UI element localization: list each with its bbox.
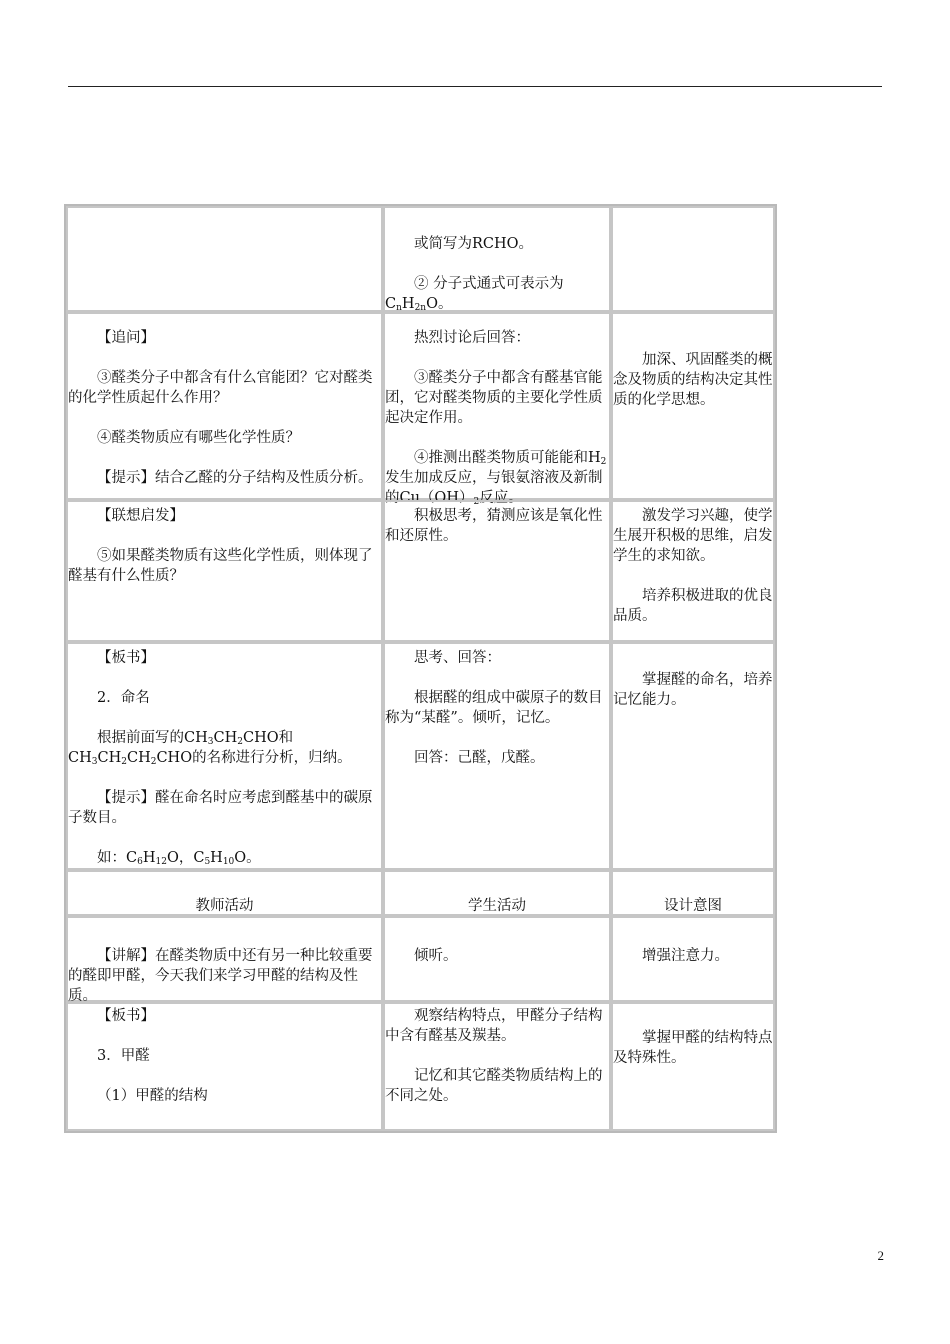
cell-student-row-4 <box>383 642 611 870</box>
cell-paragraph: 根据前面写的$CH_3CH_2CHO$和$CH_3CH_2CH_2CHO$的名称进行分析，归纳。 <box>68 730 352 767</box>
cell-paragraph: ⑤如果醛类物质有这些化学性质，则体现了醛基有什么性质？ <box>68 548 373 584</box>
cell-paragraph: 培养积极进取的优良品质。 <box>613 588 773 624</box>
cell-paragraph: 记忆和其它醛类物质结构上的不同之处。 <box>385 1068 603 1104</box>
cell-teacher-row-4 <box>66 642 383 870</box>
cell-paragraph: 【讲解】在醛类物质中还有另一种比较重要的醛即甲醛，今天我们来学习甲醛的结构及性质。 <box>68 948 373 1004</box>
cell-paragraph: 倾听。 <box>414 948 458 964</box>
cell-purpose-row-7 <box>611 1002 775 1131</box>
cell-student-row-2 <box>383 312 611 507</box>
cell-student-row-3 <box>383 500 611 642</box>
cell-paragraph: 根据醛的组成中碳原子的数目称为“某醛”。倾听，记忆。 <box>385 690 603 726</box>
cell-paragraph: ③醛类分子中都含有什么官能团？它对醛类的化学性质起什么作用？ <box>68 370 373 406</box>
cell-paragraph: 【板书】 <box>97 650 155 666</box>
cell-purpose-row-5 <box>611 870 775 916</box>
cell-paragraph: 【联想启发】 <box>97 508 184 524</box>
cell-student-row-1 <box>383 206 611 312</box>
cell-teacher-row-6 <box>66 916 383 1002</box>
cell-purpose-row-2 <box>611 312 775 500</box>
column-header: 教师活动 <box>195 898 254 914</box>
cell-paragraph: 激发学习兴趣，使学生展开积极的思维，启发学生的求知欲。 <box>613 508 773 564</box>
cell-paragraph: 热烈讨论后回答： <box>414 330 530 346</box>
cell-purpose-row-4 <box>611 642 775 870</box>
cell-teacher-row-2 <box>66 312 383 500</box>
cell-paragraph: 掌握醛的命名，培养记忆能力。 <box>613 672 773 708</box>
cell-student-row-5 <box>383 870 611 916</box>
cell-paragraph: 【板书】 <box>97 1008 155 1024</box>
header-rule <box>68 86 882 87</box>
cell-paragraph: ③醛类分子中都含有醛基官能团，它对醛类物质的主要化学性质起决定作用。 <box>385 370 603 426</box>
cell-paragraph: 【提示】结合乙醛的分子结构及性质分析。 <box>97 470 373 486</box>
cell-student-row-6 <box>383 916 611 1002</box>
column-header: 学生活动 <box>468 898 526 914</box>
cell-paragraph: 观察结构特点，甲醛分子结构中含有醛基及羰基。 <box>385 1008 603 1044</box>
cell-purpose-row-1 <box>611 206 775 312</box>
cell-teacher-row-1 <box>66 206 383 312</box>
column-header: 设计意图 <box>664 898 722 914</box>
cell-paragraph: 【追问】 <box>97 330 155 346</box>
cell-paragraph: 掌握甲醛的结构特点及特殊性。 <box>613 1030 773 1066</box>
cell-purpose-row-3 <box>611 500 775 642</box>
cell-paragraph: 回答：己醛，戊醛。 <box>414 750 545 766</box>
cell-paragraph: ② 分子式通式可表示为$C_nH_{2n}O$。 <box>385 276 564 313</box>
cell-paragraph: 加深、巩固醛类的概念及物质的结构决定其性质的化学思想。 <box>613 352 773 408</box>
cell-paragraph: 【提示】醛在命名时应考虑到醛基中的碳原子数目。 <box>68 790 373 826</box>
cell-teacher-row-7 <box>66 1002 383 1131</box>
cell-paragraph: 3．甲醛 <box>97 1048 150 1064</box>
cell-paragraph: 思考、回答： <box>414 650 501 666</box>
cell-paragraph: 或简写为RCHO。 <box>414 236 534 252</box>
cell-teacher-row-3 <box>66 500 383 642</box>
lesson-table <box>64 204 777 1133</box>
cell-paragraph: （1）甲醛的结构 <box>97 1088 208 1104</box>
page-number: 2 <box>877 1248 884 1263</box>
cell-paragraph: 积极思考，猜测应该是氧化性和还原性。 <box>385 508 603 544</box>
cell-teacher-row-5 <box>66 870 383 916</box>
cell-student-row-7 <box>383 1002 611 1131</box>
cell-paragraph: ④推测出醛类物质可能能和$H_2$发生加成反应，与银氨溶液及新制的$Cu(OH)_2$反应。 <box>385 450 607 507</box>
cell-paragraph: ④醛类物质应有哪些化学性质？ <box>97 430 300 446</box>
cell-purpose-row-6 <box>611 916 775 1002</box>
cell-paragraph: 如：$C_6H_{12}O$，$C_5H_{10}O$。 <box>97 850 261 867</box>
cell-paragraph: 2．命名 <box>97 690 150 706</box>
cell-paragraph: 增强注意力。 <box>642 948 729 964</box>
